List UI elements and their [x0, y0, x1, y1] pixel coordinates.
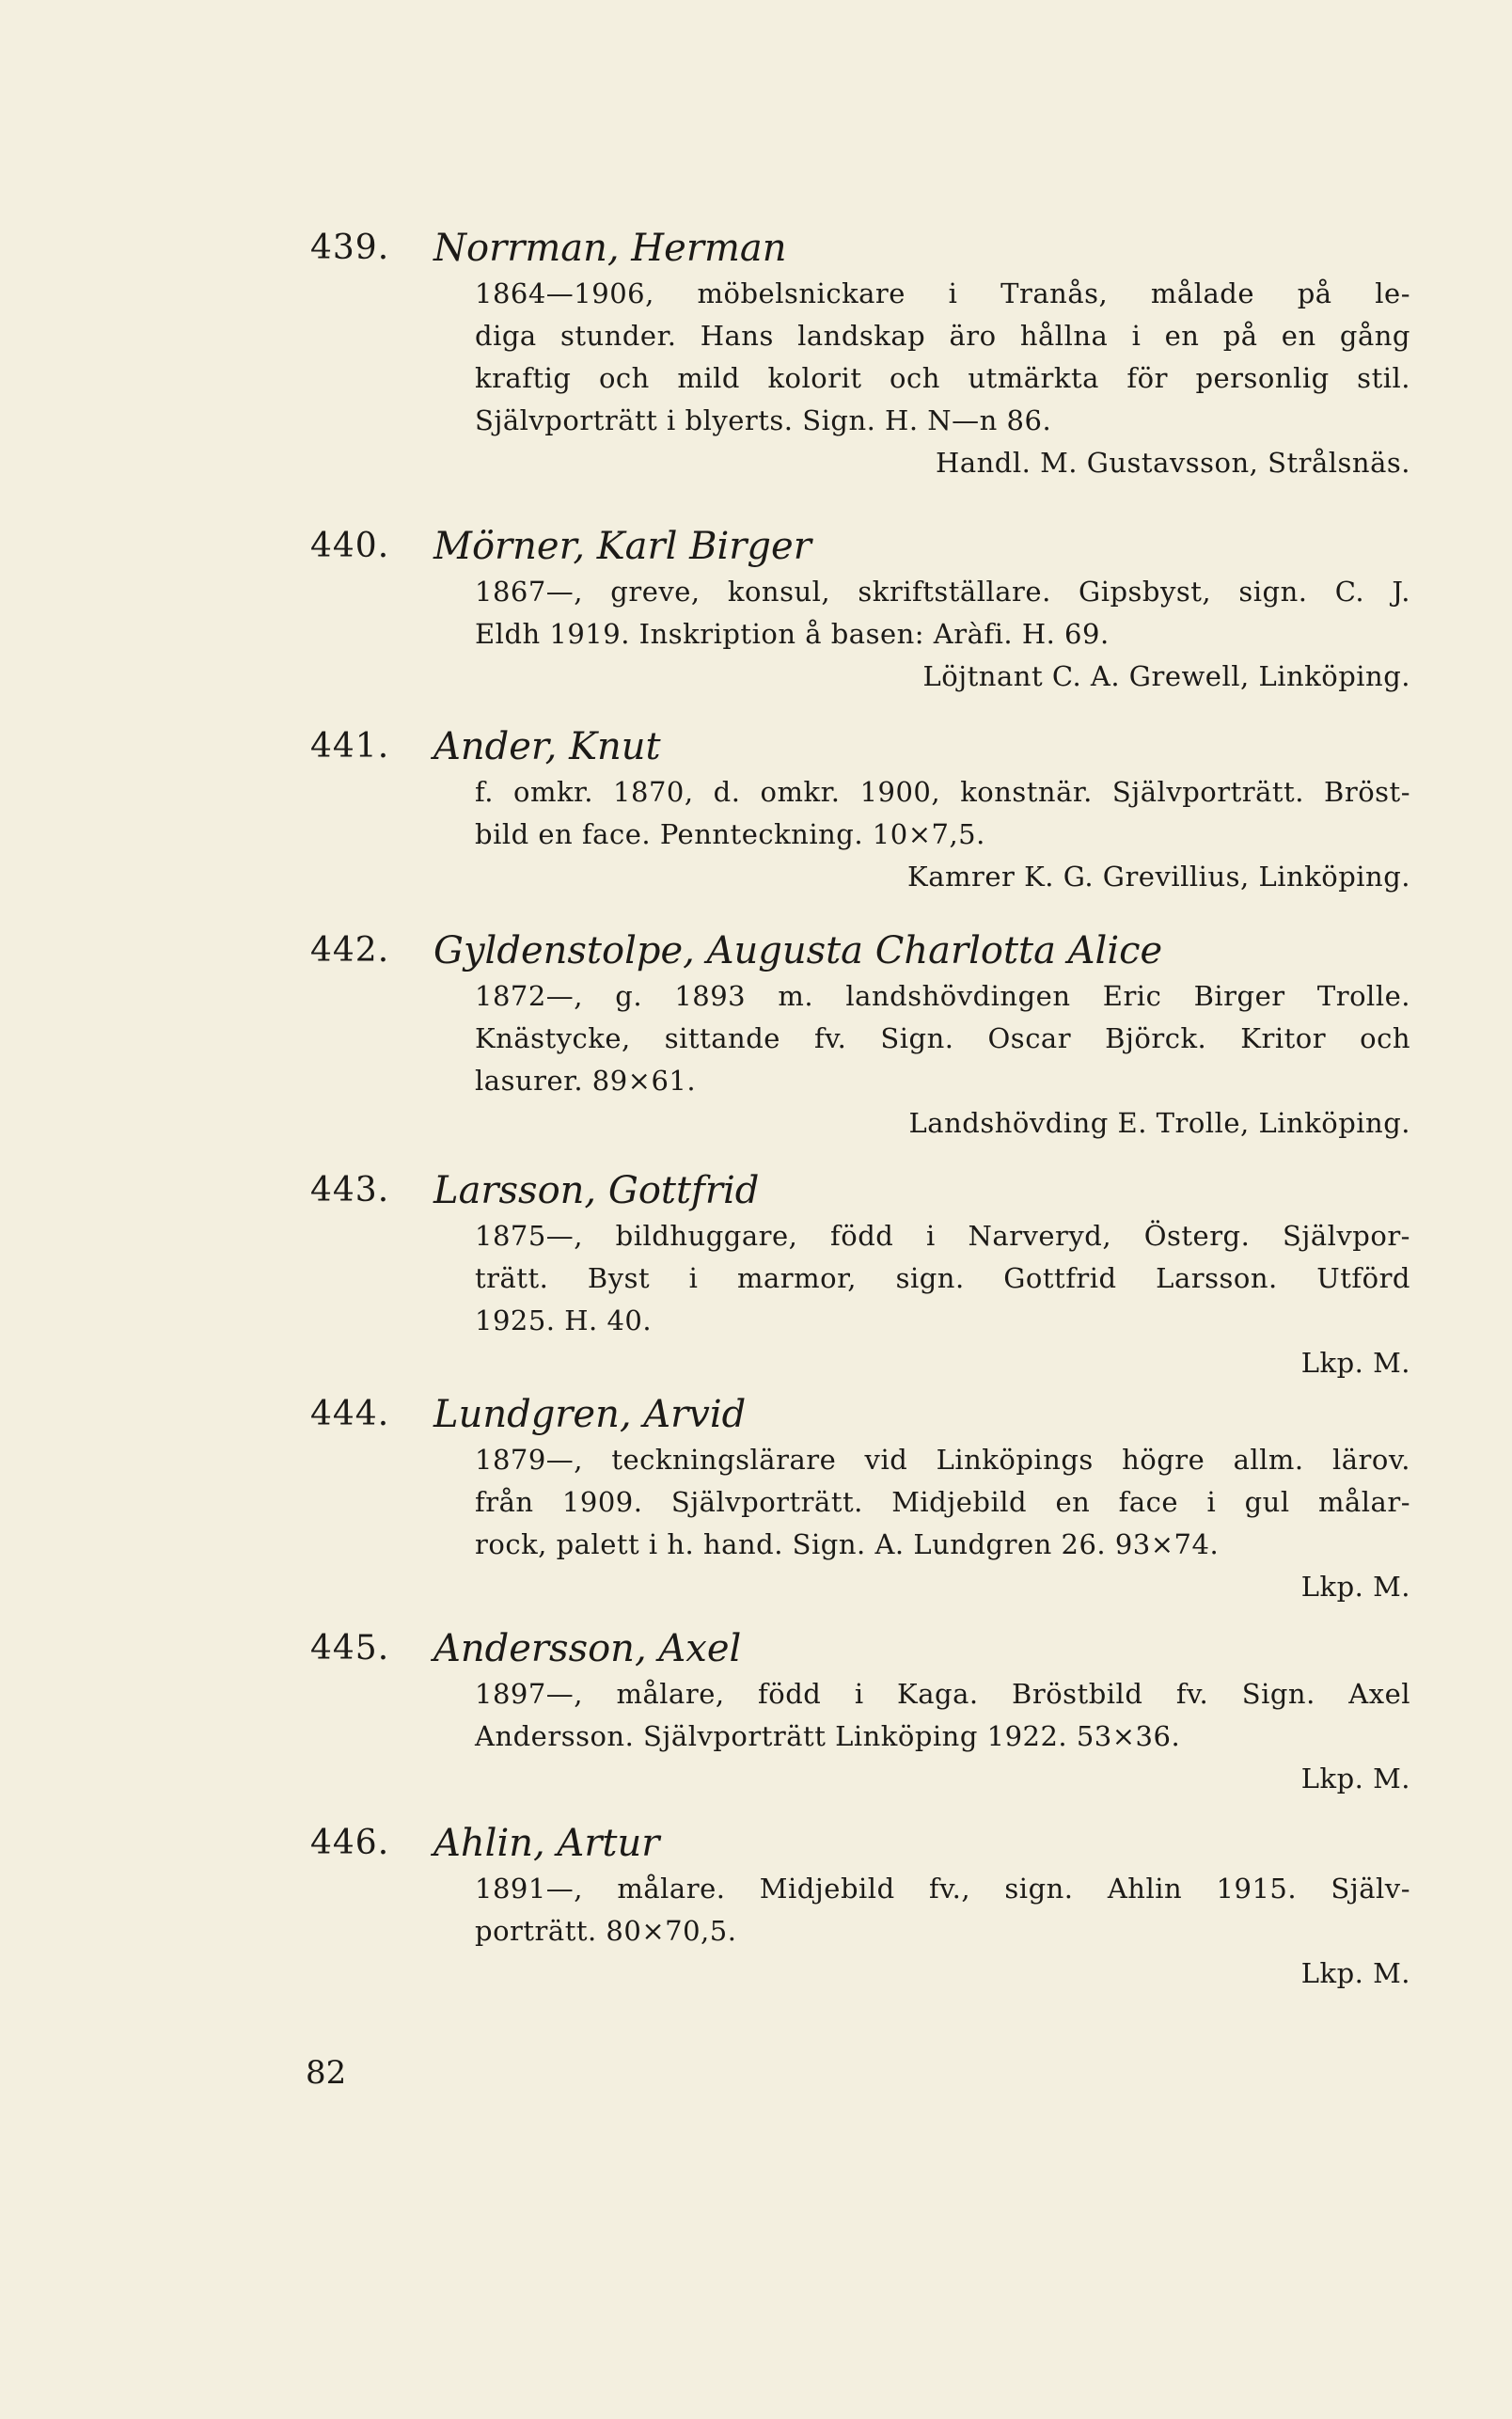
entry-text-line: 1864—1906, möbelsnickare i Tranås, målade på le-: [475, 277, 1410, 309]
entry-text-line: 1897—, målare, född i Kaga. Bröstbild fv. Sign. Axel: [475, 1678, 1410, 1710]
entry-number: 439.: [310, 229, 390, 267]
entry-text-line: 1891—, målare. Midjebild fv., sign. Ahlin 1915. Själv-: [475, 1873, 1410, 1905]
entry-text-line: rock, palett i h. hand. Sign. A. Lundgren 26. 93×74.: [475, 1528, 1220, 1560]
entry-number: 440.: [310, 527, 390, 565]
entry-text-line: bild en face. Pennteckning. 10×7,5.: [475, 818, 985, 850]
entry-owner: Landshövding E. Trolle, Linköping.: [908, 1107, 1410, 1139]
entry-body: [475, 1215, 1410, 1384]
entry-name: Larsson, Gottfrid: [433, 1169, 760, 1212]
entry-name: Andersson, Axel: [433, 1627, 742, 1670]
entry-owner: Löjtnant C. A. Grewell, Linköping.: [922, 660, 1410, 692]
entry-body: [475, 771, 1410, 898]
entry-text-line: Självporträtt i blyerts. Sign. H. N—n 86.: [475, 404, 1052, 436]
entry-text-line: Knästycke, sittande fv. Sign. Oscar Björck. Kritor och: [475, 1022, 1410, 1054]
entry-text-line: trätt. Byst i marmor, sign. Gottfrid Larsson. Utförd: [475, 1262, 1410, 1294]
entry-body: [475, 273, 1410, 484]
entry-text-line: kraftig och mild kolorit och utmärkta för personlig stil.: [475, 362, 1410, 394]
entry-body: [475, 1868, 1410, 1995]
entry-name: Lundgren, Arvid: [433, 1393, 747, 1436]
entry-number: 445.: [310, 1629, 390, 1668]
entry-number: 444.: [310, 1395, 390, 1433]
entry-number: 443.: [310, 1171, 390, 1210]
entry-body: [475, 1439, 1410, 1608]
entry-name: Mörner, Karl Birger: [433, 525, 811, 568]
entry-text-line: 1879—, teckningslärare vid Linköpings högre allm. lärov.: [475, 1444, 1410, 1476]
entry-text-line: 1875—, bildhuggare, född i Narveryd, Österg. Självpor-: [475, 1220, 1410, 1252]
entry-body: [475, 571, 1410, 698]
entry-text-line: Eldh 1919. Inskription å basen: Aràfi. H. 69.: [475, 618, 1110, 650]
entry-name: Ander, Knut: [433, 725, 661, 768]
entry-body: [475, 975, 1410, 1145]
entry-owner: Lkp. M.: [1300, 1347, 1410, 1379]
entry-text-line: Andersson. Självporträtt Linköping 1922. 53×36.: [475, 1720, 1181, 1752]
entry-owner: Kamrer K. G. Grevillius, Linköping.: [907, 861, 1410, 893]
entry-text-line: 1925. H. 40.: [475, 1304, 653, 1336]
entry-name: Gyldenstolpe, Augusta Charlotta Alice: [433, 929, 1163, 972]
entry-text-line: porträtt. 80×70,5.: [475, 1915, 737, 1947]
entry-owner: Lkp. M.: [1300, 1571, 1410, 1603]
entry-text-line: diga stunder. Hans landskap äro hållna i en på en gång: [475, 320, 1410, 352]
entry-text-line: 1872—, g. 1893 m. landshövdingen Eric Birger Trolle.: [475, 980, 1410, 1012]
entry-owner: Handl. M. Gustavsson, Strålsnäs.: [936, 447, 1410, 479]
entry-text-line: lasurer. 89×61.: [475, 1065, 697, 1097]
entry-owner: Lkp. M.: [1300, 1957, 1410, 1989]
entry-name: Ahlin, Artur: [433, 1822, 660, 1865]
entry-number: 442.: [310, 931, 390, 970]
entry-text-line: från 1909. Självporträtt. Midjebild en face i gul målar-: [475, 1486, 1410, 1518]
page-number: 82: [306, 2054, 347, 2092]
entry-text-line: f. omkr. 1870, d. omkr. 1900, konstnär. Självporträtt. Bröst-: [475, 776, 1410, 808]
entry-number: 441.: [310, 727, 390, 766]
entry-text-line: 1867—, greve, konsul, skriftställare. Gipsbyst, sign. C. J.: [475, 576, 1410, 608]
entry-number: 446.: [310, 1824, 390, 1862]
entry-name: Norrman, Herman: [433, 227, 787, 270]
entry-owner: Lkp. M.: [1300, 1763, 1410, 1794]
entry-body: [475, 1673, 1410, 1800]
